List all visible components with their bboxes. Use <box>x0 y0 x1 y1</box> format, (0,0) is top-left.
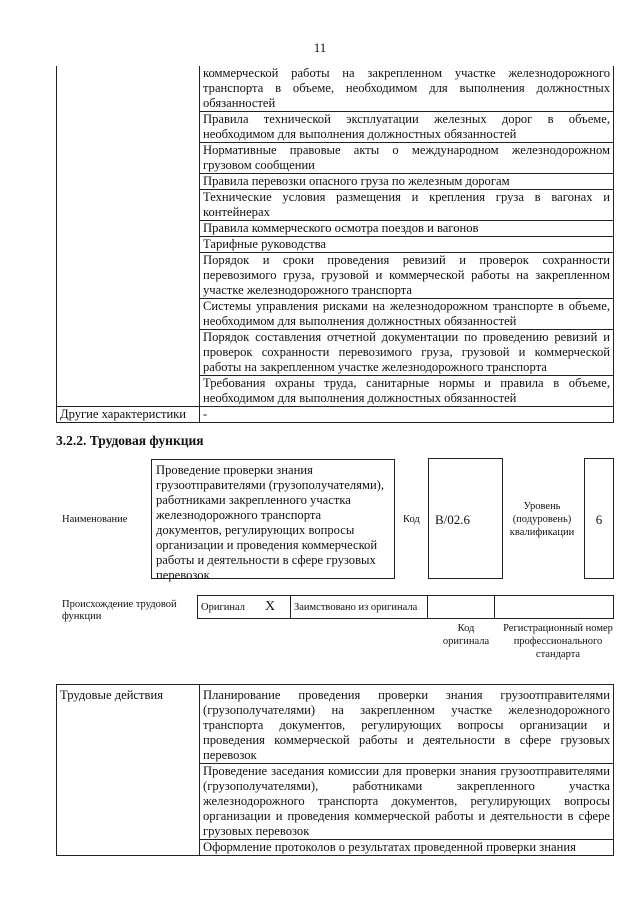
table-row: Нормативные правовые акты о международном железнодорожном грузовом сообщении <box>200 143 614 174</box>
origin-table <box>197 595 614 619</box>
registration-number-caption: Регистрационный номер профессионального стандарта <box>503 623 613 660</box>
code-box: В/02.6 <box>428 458 503 579</box>
labor-actions-label: Трудовые действия <box>57 685 200 856</box>
other-characteristics-value: - <box>200 407 614 423</box>
page-number: 11 <box>313 40 327 55</box>
table-row: Планирование проведения проверки знания грузоотправителями (грузополучателями) на закрепленном участке железнодорожного транспорта документов, регулирующих вопросы организации и проведения коммерческой работы и деятельности в сфере грузовых перевозок <box>200 685 614 764</box>
origin-label: Происхождение трудовой функции <box>62 599 177 622</box>
table-row: Системы управления рисками на железнодорожном транспорте в объеме, необходимом для выполнения должностных обязанностей <box>200 299 614 330</box>
borrowed-label: Заимствовано из оригинала <box>291 596 428 619</box>
original-code-cell <box>428 596 495 619</box>
table-row: Правила технической эксплуатации железных дорог в объеме, необходимом для выполнения должностных обязанностей <box>200 112 614 143</box>
original-mark: Х <box>262 596 291 619</box>
table-row: Порядок и сроки проведения ревизий и проверок сохранности перевозимого груза, грузовой и коммерческой работы на закрепленном участке железнодорожного транспорта <box>200 253 614 299</box>
table-row: Тарифные руководства <box>200 237 614 253</box>
qualification-level-label: Уровень (подуровень) квалификации <box>509 501 575 538</box>
table-row: Проведение заседания комиссии для проверки знания грузоотправителями (грузополучателями), работниками закрепленного участка железнодорожного транспорта документов, регулирующих вопросы организации и проведения коммерческой работы и деятельности в сфере грузовых перевозок <box>200 764 614 840</box>
name-label: Наименование <box>62 514 128 525</box>
original-label: Оригинал <box>198 596 263 619</box>
code-label: Код <box>403 514 420 525</box>
table-row: Требования охраны труда, санитарные нормы и правила в объеме, необходимом для выполнения должностных обязанностей <box>200 376 614 407</box>
table-row: Порядок составления отчетной документации по проведению ревизий и проверок сохранности перевозимого груза, грузовой и коммерческой работы на закрепленном участке железнодорожного транспорта <box>200 330 614 376</box>
labor-actions-table <box>56 684 614 856</box>
table-row: Технические условия размещения и крепления груза в вагонах и контейнерах <box>200 190 614 221</box>
table-row: Оформление протоколов о результатах проведенной проверки знания <box>200 840 614 856</box>
function-name-box: Проведение проверки знания грузоотправителями (грузополучателями), работниками закрепленного участка железнодорожного транспорта документов, регулирующих вопросы организации и проведения коммерческой работы и деятельности в сфере грузовых перевозок <box>151 459 395 579</box>
left-empty-cell <box>57 66 200 407</box>
other-characteristics-label: Другие характеристики <box>57 407 200 423</box>
table-row: коммерческой работы на закрепленном участке железнодорожного транспорта в объеме, необходимом для выполнения должностных обязанностей <box>200 66 614 112</box>
registration-number-cell <box>495 596 614 619</box>
knowledge-table <box>56 66 614 423</box>
original-code-caption: Код оригинала <box>442 623 490 647</box>
table-row: Правила коммерческого осмотра поездов и вагонов <box>200 221 614 237</box>
qualification-level-box: 6 <box>584 458 614 579</box>
section-title: 3.2.2. Трудовая функция <box>56 433 204 448</box>
table-row: Правила перевозки опасного груза по железным дорогам <box>200 174 614 190</box>
